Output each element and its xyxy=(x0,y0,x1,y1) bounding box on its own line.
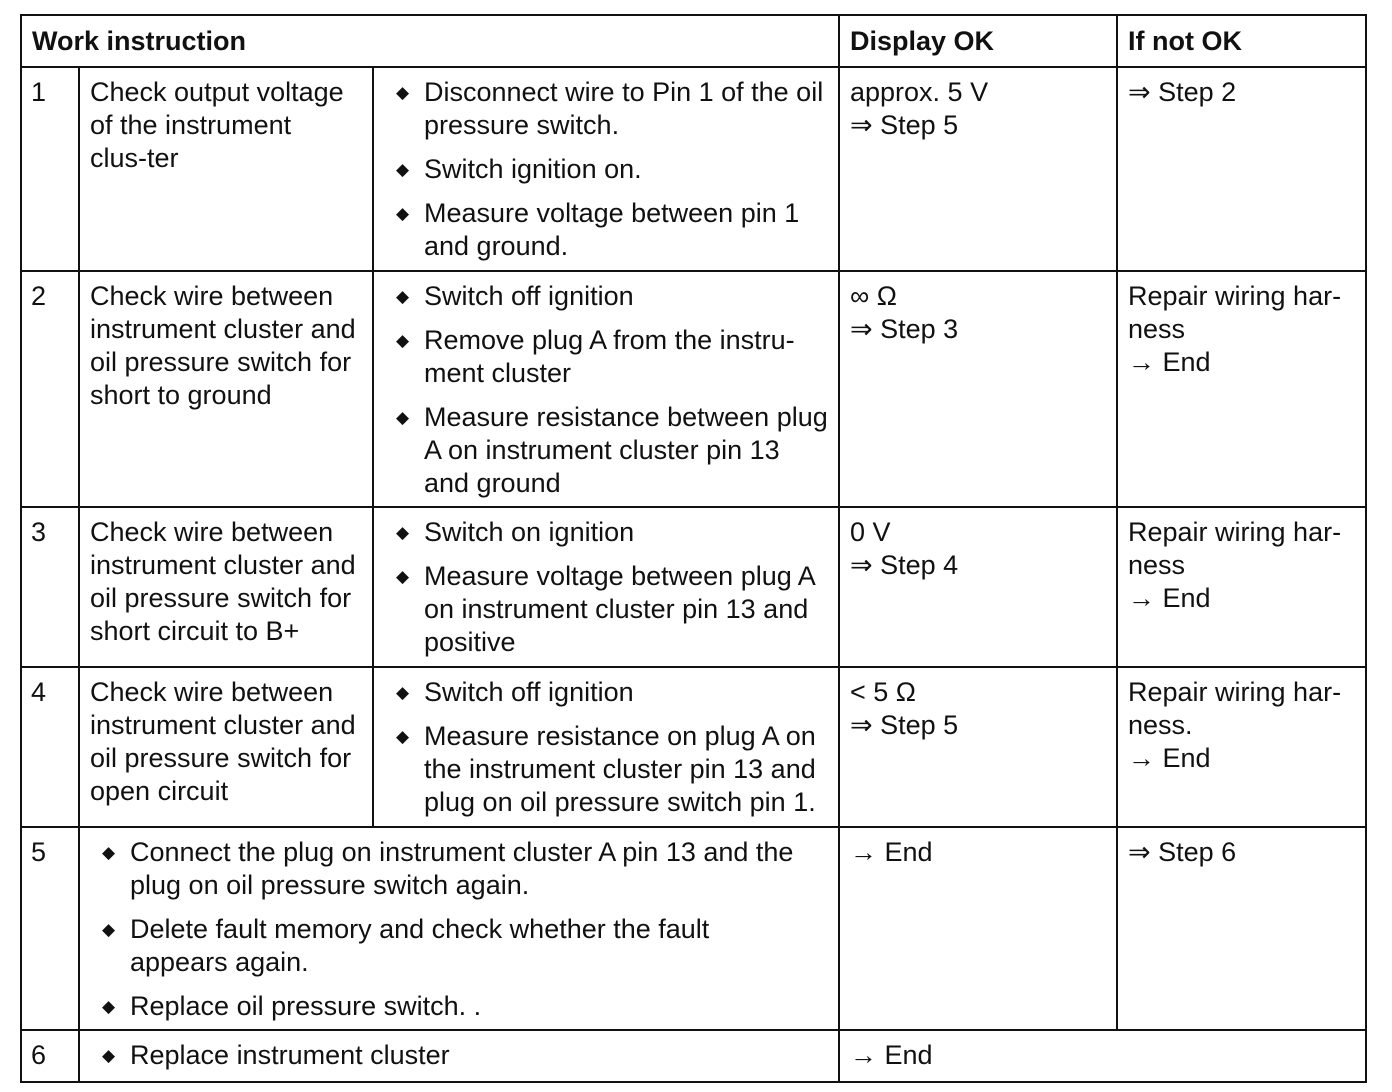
step-number: 1 xyxy=(21,67,79,271)
display-ok-next: → End xyxy=(850,837,933,867)
display-ok-next: ⇒ Step 3 xyxy=(850,314,959,344)
list-item: ◆ Switch off ignition xyxy=(396,677,634,707)
action-steps xyxy=(373,667,839,827)
display-ok-value: 0 V xyxy=(850,517,891,547)
list-item: ◆ Measure resistance on plug A on the instrument cluster pin 13 and plug on oil pressure switch pin 1. xyxy=(396,721,816,817)
step-number: 4 xyxy=(21,667,79,827)
diamond-bullet-icon: ◆ xyxy=(396,83,410,102)
if-not-ok-text: Repair wiring har-ness. xyxy=(1128,677,1342,740)
if-not-ok-cell xyxy=(1117,67,1366,271)
if-not-ok-text: ⇒ Step 2 xyxy=(1128,77,1237,107)
list-item: ◆ Replace instrument cluster xyxy=(102,1040,450,1070)
diamond-bullet-icon: ◆ xyxy=(396,523,410,542)
if-not-ok-next: → End xyxy=(1128,583,1211,613)
header-if-not-ok: If not OK xyxy=(1117,15,1366,67)
work-instruction-table xyxy=(20,14,1367,1083)
list-item: ◆ Delete fault memory and check whether the fault appears again. xyxy=(102,914,710,977)
list-item: ◆ Remove plug A from the instru-ment cluster xyxy=(396,325,795,388)
if-not-ok-cell xyxy=(1117,271,1366,507)
table-row xyxy=(21,827,1366,1030)
table-row xyxy=(21,67,1366,271)
list-item: ◆ Switch off ignition xyxy=(396,281,634,311)
list-item: ◆ Measure resistance between plug A on instrument cluster pin 13 and ground xyxy=(396,402,828,498)
table-row xyxy=(21,507,1366,667)
display-ok-next: → End xyxy=(850,1040,933,1070)
display-ok-cell xyxy=(839,271,1117,507)
display-ok-cell xyxy=(839,507,1117,667)
list-item: ◆ Switch on ignition xyxy=(396,517,635,547)
list-item: ◆ Connect the plug on instrument cluster A pin 13 and the plug on oil pressure switch again. xyxy=(102,837,794,900)
action-steps xyxy=(373,271,839,507)
action-steps xyxy=(373,67,839,271)
diamond-bullet-icon: ◆ xyxy=(102,920,116,939)
display-ok-next: ⇒ Step 5 xyxy=(850,110,959,140)
display-ok-cell xyxy=(839,1030,1366,1082)
if-not-ok-text: Repair wiring har-ness xyxy=(1128,281,1342,344)
display-ok-cell xyxy=(839,667,1117,827)
action-steps xyxy=(79,1030,839,1082)
diamond-bullet-icon: ◆ xyxy=(396,160,410,179)
step-number: 2 xyxy=(21,271,79,507)
list-item: ◆ Disconnect wire to Pin 1 of the oil pressure switch. xyxy=(396,77,824,140)
diamond-bullet-icon: ◆ xyxy=(102,843,116,862)
if-not-ok-next: → End xyxy=(1128,347,1211,377)
display-ok-next: ⇒ Step 5 xyxy=(850,710,959,740)
check-description: Check wire between instrument cluster and oil pressure switch for open circuit xyxy=(79,667,373,827)
diamond-bullet-icon: ◆ xyxy=(102,1046,116,1065)
diamond-bullet-icon: ◆ xyxy=(396,727,410,746)
table-row xyxy=(21,667,1366,827)
if-not-ok-cell xyxy=(1117,507,1366,667)
if-not-ok-text: Repair wiring har-ness xyxy=(1128,517,1342,580)
list-item: ◆ Measure voltage between plug A on instrument cluster pin 13 and positive xyxy=(396,561,815,657)
diamond-bullet-icon: ◆ xyxy=(396,567,410,586)
action-steps xyxy=(373,507,839,667)
check-description: Check output voltage of the instrument clus-ter xyxy=(79,67,373,271)
diamond-bullet-icon: ◆ xyxy=(396,331,410,350)
display-ok-next: ⇒ Step 4 xyxy=(850,550,959,580)
list-item: ◆ Replace oil pressure switch. . xyxy=(102,991,482,1021)
header-display-ok: Display OK xyxy=(839,15,1117,67)
step-number: 6 xyxy=(21,1030,79,1082)
diamond-bullet-icon: ◆ xyxy=(396,408,410,427)
header-work-instruction: Work instruction xyxy=(21,15,839,67)
display-ok-value: < 5 Ω xyxy=(850,677,916,707)
step-number: 3 xyxy=(21,507,79,667)
list-item: ◆ Switch ignition on. xyxy=(396,154,642,184)
display-ok-value: approx. 5 V xyxy=(850,77,989,107)
display-ok-value: ∞ Ω xyxy=(850,281,897,311)
action-steps xyxy=(79,827,839,1030)
if-not-ok-next: → End xyxy=(1128,743,1211,773)
list-item: ◆ Measure voltage between pin 1 and ground. xyxy=(396,198,800,261)
step-number: 5 xyxy=(21,827,79,1030)
check-description: Check wire between instrument cluster and oil pressure switch for short circuit to B+ xyxy=(79,507,373,667)
check-description: Check wire between instrument cluster and oil pressure switch for short to ground xyxy=(79,271,373,507)
diamond-bullet-icon: ◆ xyxy=(102,997,116,1016)
diamond-bullet-icon: ◆ xyxy=(396,204,410,223)
diamond-bullet-icon: ◆ xyxy=(396,683,410,702)
if-not-ok-cell xyxy=(1117,667,1366,827)
table-row xyxy=(21,1030,1366,1082)
header-row xyxy=(21,15,1366,67)
display-ok-cell xyxy=(839,827,1117,1030)
if-not-ok-cell xyxy=(1117,827,1366,1030)
if-not-ok-next: ⇒ Step 6 xyxy=(1128,837,1237,867)
display-ok-cell xyxy=(839,67,1117,271)
table-row xyxy=(21,271,1366,507)
diamond-bullet-icon: ◆ xyxy=(396,287,410,306)
